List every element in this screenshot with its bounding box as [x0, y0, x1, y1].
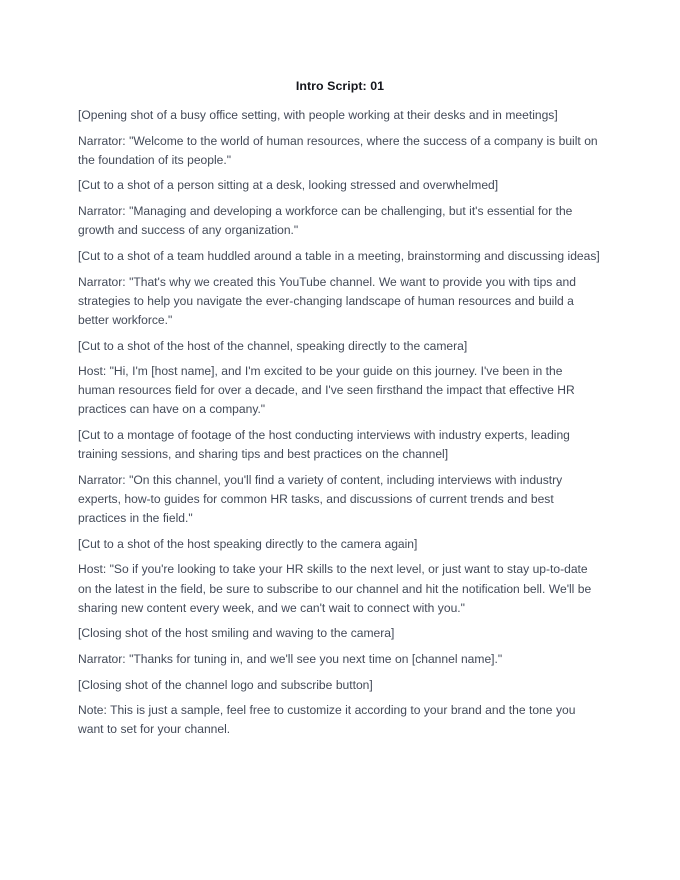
- script-paragraph: [Cut to a shot of a team huddled around a table in a meeting, brainstorming and discussing ideas]: [78, 248, 600, 263]
- script-paragraph: [Closing shot of the host smiling and waving to the camera]: [78, 626, 395, 641]
- script-paragraph: [Opening shot of a busy office setting, with people working at their desks and in meetings]: [78, 108, 558, 122]
- script-paragraph: [Closing shot of the channel logo and subscribe button]: [78, 677, 373, 692]
- script-paragraph-list: [78, 106, 602, 740]
- script-paragraph: Host: "So if you're looking to take your HR skills to the next level, or just want to stay up-to-date on the latest in the field, be sure to subscribe to our channel and hit the notification bell. We'll be sharing new content every week, and we can't wait to connect with you.": [78, 562, 592, 615]
- script-paragraph: [Cut to a shot of a person sitting at a desk, looking stressed and overwhelmed]: [78, 178, 499, 193]
- script-paragraph: Narrator: "Welcome to the world of human resources, where the success of a company is built on the foundation of its people.": [78, 133, 598, 167]
- script-paragraph: Narrator: "Thanks for tuning in, and we'll see you next time on [channel name].": [78, 651, 503, 666]
- document-title: Intro Script: 01: [295, 79, 385, 93]
- script-paragraph: Narrator: "That's why we created this YouTube channel. We want to provide you with tips and strategies to help you navigate the ever-changing landscape of human resources and build a better workforce.": [78, 274, 576, 327]
- script-paragraph: Note: This is just a sample, feel free to customize it according to your brand and the tone you want to set for your channel.: [78, 703, 576, 737]
- script-paragraph: Narrator: "On this channel, you'll find a variety of content, including interviews with industry experts, how-to guides for common HR tasks, and discussions of current trends and best practices in the field.": [78, 472, 563, 526]
- script-paragraph: [Cut to a shot of the host of the channel, speaking directly to the camera]: [78, 338, 468, 353]
- document-body: [78, 78, 602, 740]
- script-paragraph: [Cut to a shot of the host speaking directly to the camera again]: [78, 536, 418, 551]
- script-paragraph: Narrator: "Managing and developing a workforce can be challenging, but it's essential for the growth and success of any organization.": [78, 204, 573, 238]
- script-paragraph: Host: "Hi, I'm [host name], and I'm excited to be your guide on this journey. I've been in the human resources field for over a decade, and I've seen firsthand the impact that effective HR practices can have on a company.": [78, 364, 575, 417]
- script-paragraph: [Cut to a montage of footage of the host conducting interviews with industry experts, leading training sessions, and sharing tips and best practices on the channel]: [78, 428, 570, 462]
